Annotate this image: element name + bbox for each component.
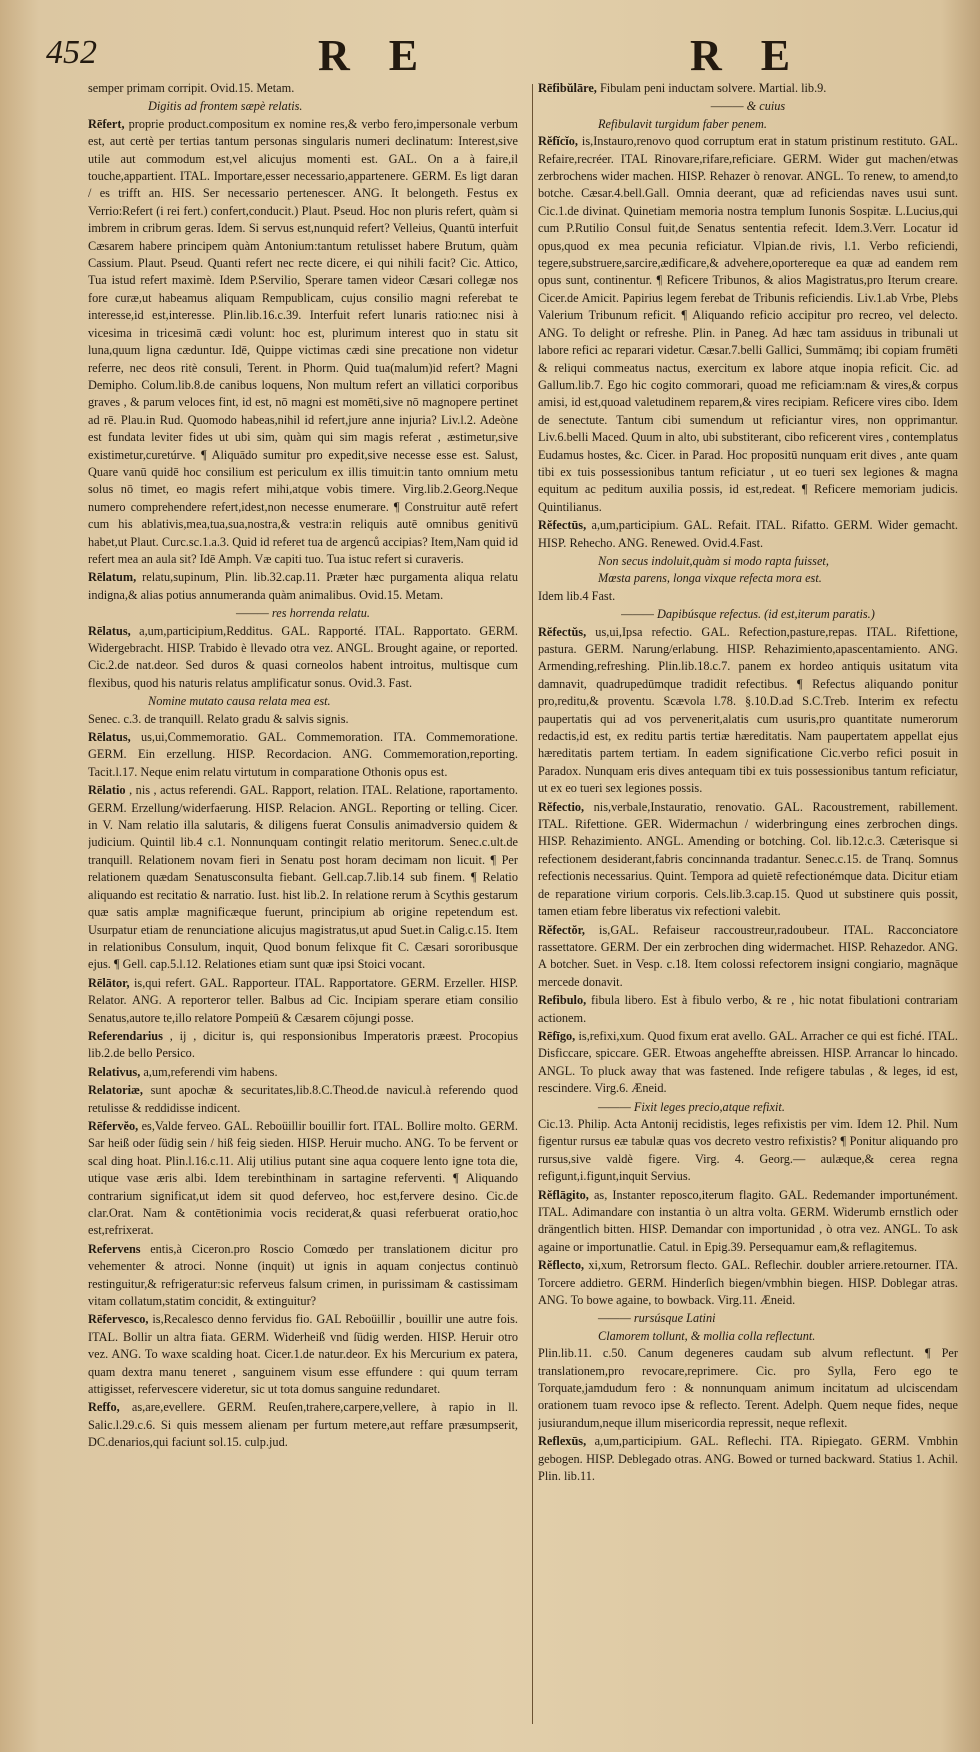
page-header: [0, 30, 980, 80]
verse-quotation: Mœsta parens, longa vixque refecta mora est.: [598, 571, 822, 586]
quotation-lead: ——— & cuius: [710, 99, 786, 114]
dictionary-entry: [88, 116, 518, 569]
quotation-lead: ——— res horrenda relatu.: [236, 606, 370, 621]
entry-definition: as,are,evellere. GERM. Reuſen,trahere,carpere,vellere, à rapio in ll. Salic.l.29.c.6. Si quis messem alienam per furtum metere,aut reffare præsumpserit, DC.denarios,qui faciunt sol.15. culp.jud.: [88, 1400, 518, 1450]
entry-headword: Rēfīgo,: [538, 1028, 576, 1043]
dictionary-entry: [88, 975, 518, 1027]
entry-definition: is,Recalesco denno fervidus fio. GAL Reboüillir , bouillir une autre fois. ITAL. Bollir un altra fiata. GERM. Widerheiß vnd ſüdig werden. HISP. Heruir otro vez. ANG. To waxe scalding hoat. Cicer.1.de natur.deor. Ex his Mercurium ex patera, quam dextra manu teneret , sanguinem visum esse effundere : qui quum terram attigisset, refervescere videretur, sic ut tota domus sanguine redundaret.: [88, 1312, 518, 1397]
dictionary-entry: [538, 799, 958, 921]
dictionary-entry: [88, 1082, 518, 1117]
entry-headword: Relativus,: [88, 1064, 141, 1079]
verse-quotation: Nomine mutato causa relata mea est.: [148, 694, 331, 709]
entry-definition: es,Valde ferveo. GAL. Reboüillir bouillir fort. ITAL. Bollire molto. GERM. Sar heiß oder ſüdig sein / hiß feig sieden. HISP. Heruir mucho. ANG. To be fervent or scal ding hoat. Plin.l.16.c.11. Alij utilius putant sine aqua coquere lento igne tota die, utique vase æris albi. Idem terebinthinam in sartagine referventi. ¶ Aliquando contrarium significat,ut idem sit quod deferveo, hoc est,fervere desino. Cic.de clar.Orat. Nam & contētionimia vocis reciderat,& quasi referbuerat oratio,hoc est,refrixerat.: [88, 1118, 518, 1238]
entry-headword: Rĕflecto,: [538, 1258, 585, 1273]
entry-definition: sunt apochæ & securitates,lib.8.C.Theod.de navicul.à referendo quod retulisse & reddidisse indicent.: [88, 1083, 518, 1115]
dictionary-entry: [538, 624, 958, 798]
dictionary-entry: [88, 569, 518, 604]
entry-headword: Rĕfectŏr,: [538, 922, 585, 937]
entry-headword: Rēlatum,: [88, 570, 137, 585]
entry-definition: a,um,participium. GAL. Refait. ITAL. Rifatto. GERM. Wider gemacht. HISP. Rehecho. ANG. Renewed. Ovid.4.Fast.: [538, 518, 958, 550]
entry-headword: Refervens: [88, 1241, 141, 1256]
dictionary-entry: [88, 1064, 518, 1081]
entry-definition: a,um,participium. GAL. Reflechi. ITA. Ripiegato. GERM. Vmbhin gebogen. HISP. Deblegado otras. ANG. Bowed or turned backward. Statius 1. Achil. Plin. lib.11.: [538, 1434, 958, 1484]
text-line: Senec. c.3. de tranquill. Relato gradu & salvis signis.: [88, 711, 349, 726]
entry-definition: Fibulam peni inductam solvere. Martial. lib.9.: [596, 81, 827, 95]
dictionary-entry: [88, 1118, 518, 1240]
entry-headword: Rĕfectŭs,: [538, 624, 587, 639]
entry-definition: relatu,supinum, Plin. lib.32.cap.11. Præter hæc purgamenta aliqua relatu indigna,& alias potius annumeranda quàm animalibus. Ovid.15. Metam.: [88, 570, 518, 602]
dictionary-entry: [538, 1433, 958, 1485]
entry-headword: Rēfervĕo,: [88, 1118, 139, 1133]
entry-headword: Rēlatus,: [88, 623, 131, 638]
entry-headword: Refibulo,: [538, 993, 587, 1008]
entry-definition: entis,à Ciceron.pro Roscio Comœdo per translationem dicitur pro vehementer & atroci. Nonne (inquit) ut ignis in aquam conjectus continuò restinguitur,& refrigeratur:sic referveus falsum crimen, in purissimam & castissimam vitam collatum,statim concidit, & extinguitur?: [88, 1241, 518, 1309]
entry-definition: us,ui,Ipsa refectio. GAL. Refection,pasture,repas. ITAL. Rifettione, pastura. GERM. Narung/erlabung. HISP. Rehazimiento,apascentamiento. ANG. Armending,refreshing. Plin.lib.18.c.7. panem ex hordeo antiquis usitatum vita damnavit, quadrupedūmque tradidit refectibus. ¶ Refectus aliquando ponitur pro,reditu,& proventu. Scævola l.78. §.10.D.ad S.C.Treb. Interim ex refectu paupertatis qui ad vos pervenerit,alatis cum usuris,pro quantitate numerorum redactis,id est, ex reditu partis tertiæ hæreditatis. Nam paupertatem appellat ejus hæreditatis partem tertiam. In eadem significatione Cic.verbo refici posuit in Paradox. Nunquam eris dives antequam tibi ex tuis possessionibus tantum reficiatur, ut ex eo tueri sex legiones possis.: [538, 624, 958, 796]
entry-definition: proprie product.compositum ex nomine res,& verbo fero,impersonale verbum est, aut certè per tertias tantum personas singularis numeri declinatum: Interest,sive utile aut commodum est,vel alicujus momenti est. GAL. On a à faire,il touche,appartient. ITAL. Importare,esser necessario,appartenere. GERM. Es ligt daran / es trifft an. HIS. Ser necessario pertenescer. ANG. It belongeth. Festus ex Verrio:Refert (i rei fert.) confert,conducit.) Plaut. Pseud. Hoc non pluris refert, quàm si imbrem in cribrum geras. Idem. Si servus est,nunquid refert? Velleius, Quantū interfuit Cæsarem habere principem quàm Antonium:tantum retulisset habere Brutum, quàm Cassium. Plaut. Pseud. Quanti refert nec recte dicere, ei qui nihili facit? Cic. Attico, Tua istud refert maximè. Idem P.Servilio, Sperare tamen videor Cæsari collegæ nos fore curæ,ut habeamus aliquam Rempublicam, cujus consilio magni referebat te interesse,id est,interesse. Plin.lib.16.c.39. Interfuit refert lunaris ratio:nec nisi à vicesima in tricesimā cædi volunt: hoc est, plurimum interest quo in statu sit luna,quum ligna cæduntur. Idē, Quippe victimas cædi sine precatione non videtur referre, nec deos ritè consuli, Terent. in Phorm. Quid tua(malum)id refert? Magni Demipho. Colum.lib.8.de canibus loquens, Non multum refert an villatici corporibus graves , & parum veloces fint, id est, nō magni est momēti,sive nō magnopere pertinet ad rē. Plau.in Rud. Quomodo habeas,nihil id refert,jure anne injuria? Liv.l.2. Adeòne est fundata leviter fides ut ubi sim, quàm qui sim magis referat , æstimetur,sive existimetur,curetúrve. ¶ Aliquādo sumitur pro expedit,sive necesse esse est. Salust, Quare vanū quidē hoc consilium est periculum ex illis timuit:in tanto omnium metu solus nō timet, eo magis refert mihi,atque vobis timere. Virg.lib.2.Georg.Neque numero comprehendere refert,idest,non necesse enumerare. ¶ Construitur autē refert cum his ablativis,mea,tua,sua,nostra,& vestra:in reliquis autē omnibus genitivū habet,ut Plaut. Curc.sc.1.a.3. Quid id referet tua de argenců accipias? Item,Nam quid id refert mea an aula sit? Idē Amph. Væ capiti tuo. Tua istuc refert si curaveris.: [88, 116, 518, 566]
entry-definition: is,Instauro,renovo quod corruptum erat in statum pristinum restituto. GAL. Refaire,recréer. ITAL Rinovare,rifare,reficiare. GERM. Wider gut machen/etwas zerbrochens wider machen. HISP. Rehazer ò renovar. ANGL. To renew, to amend,to botche. Cæsar.4.bell.Gall. Omnia deerant, quæ ad reficiendas naves usui sunt. Cic.1.de divinat. Quinetiam memoria nostra templum Iunonis Sospitæ. L.Lucius,qui cum P.Rutilio Consul fuit,de Senatus sententia refecit. Idem.3.Verr. Locatur id opus,quod ex mea pecunia reficiatur. Vlpian.de rivis, l.1. Verbo reficiendi, tegere,substruere,sarcire,ædificare,& advehere,oportereque ea quæ ad eandem rem opus sunt, continentur. ¶ Reficere Tribunos, & alios Magistratus,pro Iterum creare. Cicer.de Amicit. Papirius legem ferebat de Tribunis reficiendis. Liv.1.ab Vrbe, Plebs Valerium Tribunum reficit. ¶ Aliquando reficio accipitur pro recreo, vel delecto. ANG. To delight or refreshe. Plin. in Paneg. Ad hæc tam assiduus in tribunali ut labore refici ac reparari videtur. Cæsar.7.belli Gallici, Summāmq; ibi copiam frumēti & reliqui commeatus nactus, exercitum ex labore atque inopia reficit. Cic. ad Gallum.lib.7. Ego hic cogito commorari, quoad me reficiam:nam & vires,& corpus amisi, id est,quoad valetudinem reparem,& vires recipiam. Reficere vires cibo. Idem de senectute. Tantum cibi sumendum ut reficiantur vires, non opprimantur. Liv.6.belli Maced. Quum in alto, ubi substiterant, cibo reficerent vires , contemplatus Eudamus hostes, &c. Cicer. in Parad. Hoc propositū nunquam erit dives , ante quam tibi ex tuis possessionibus tantum reficiatur , ut eo tueri sex legiones & magna equitum ac peditum auxilia possis, id est,redeat. ¶ Reficere memoriam judicis. Quintilianus.: [538, 134, 958, 514]
dictionary-entry: [538, 133, 958, 516]
dictionary-entry: [88, 1241, 518, 1311]
dictionary-entry: [538, 1187, 958, 1257]
entry-definition: is,qui refert. GAL. Rapporteur. ITAL. Rapportatore. GERM. Erzeller. HISP. Relator. ANG. A reporteror teller. Balbus ad Cic. Incipiam sperare etiam consilio Senatus,autore te,illo relatore Pompeiū & Cæsarem cōjungi posse.: [88, 975, 518, 1025]
verse-quotation: Clamorem tollunt, & mollia colla reflectunt.: [598, 1328, 816, 1343]
entry-definition: a,um,participium,Redditus. GAL. Rapporté. ITAL. Rapportato. GERM. Widergebracht. HISP. Trabido è llevado otra vez. ANGL. Brought againe, or reported. Cic.2.de nat.deor. Sed duros & quasi corneolos habent introitus, multisque cum flexibus, quod his naturis relatus amplificatur sonus. Ovid.3. Fast.: [88, 623, 518, 690]
text-line: Idem lib.4 Fast.: [538, 588, 616, 603]
entry-definition: is,refixi,xum. Quod fixum erat avello. GAL. Arracher ce qui est fiché. ITAL. Disficcare, spiccare. GER. Etwoas angeheffte abreissen. HISP. Arrancar lo hincado. ANGL. To pluck away that was fastened. Inde refigere tabulas , & leges, id est, rescindere. Virg.6. Æneid.: [538, 1028, 958, 1096]
entry-headword: Relatoriæ,: [88, 1083, 143, 1098]
entry-definition: fibula libero. Est à fibulo verbo, & re , hic notat fibulationi contrariam actionem.: [538, 993, 958, 1025]
dictionary-entry: [88, 1028, 518, 1063]
entry-headword: Rēlatio: [88, 783, 126, 798]
right-column: [538, 80, 958, 1730]
dictionary-entry: [538, 1257, 958, 1309]
dictionary-entry: [88, 729, 518, 781]
running-head-right: R E: [690, 31, 805, 80]
left-column: [88, 80, 518, 1730]
entry-headword: Rēlātor,: [88, 975, 130, 990]
verse-quotation: ——— rursúsque Latini: [598, 1311, 716, 1326]
verse-quotation: Non secus indoluit,quàm si modo rapta fuisset,: [598, 553, 829, 568]
column-divider: [532, 84, 533, 1724]
entry-definition: as, Instanter reposco,iterum flagito. GAL. Redemander importunément. ITAL. Adimandare con instantia ò un altra volta. GERM. Widerumb ernstlich oder drängentlich bitten. HISP. Demandar con importunidad , ò otra vez. ANGL. To ask againe or importunatlie. Catul. in Epig.39. Persequamur eam,& reflagitemus.: [538, 1187, 958, 1254]
entry-definition: , nis , actus referendi. GAL. Rapport, relation. ITAL. Relatione, raportamento. GERM. Erzellung/widerfaerung. HISP. Relacion. ANGL. Reporting or telling. Cicer. in V. Nam relatio illa salutaris, & diligens fuerat Consulis animadversio quidem & judicium. Quintil lib.4 c.1. Nonnunquam contingit relatio meritorum. Senec.c.ult.de tranquill. Relationem novam fieri in Senatu post horam decimam non licuit. ¶ Per relationem quædam Senatusconsulta fiebant. Gell.cap.7.lib.14 sub finem. ¶ Relatio aliquando est recitatio & narratio. Iust. hist lib.2. In relatione rerum à Scythis gestarum quæ satis amplæ magnificæque fuerunt, principium ab origine repetendum est. Usurpatur etiam de renunciatione alicujus magistratus,ut apud Suet.in Calig.c.15. Item in relationibus Consulum, inquit, Quod bonum felixque fit C. Cæsari sororibusque ejus. ¶ Gell. cap.5.l.12. Relationes etiam sunt quæ ipsi Stoici vocant.: [88, 783, 518, 972]
text-line: Cic.13. Philip. Acta Antonij recidistis, leges refixistis per vim. Idem 12. Phil. Num figentur rursus eæ tabulæ quas vos decreto vestro refixistis? ¶ Ponitur aliquando pro rursus,sive valdè figere. Virg. 4. Georg.— aulæque,& cerea regna refigunt,i.figunt,inquit Servius.: [538, 1116, 958, 1184]
entry-definition: xi,xum, Retrorsum flecto. GAL. Reflechir. doubler arriere.retourner. ITA. Torcere addietro. GERM. Hinderſich biegen/vmbhin biegen. HISP. Doblegar atras. ANG. To bowe againe, to bowback. Virg.11. Æneid.: [538, 1258, 958, 1308]
dictionary-entry: [88, 1399, 518, 1451]
entry-headword: Rĕfectūs,: [538, 518, 587, 533]
entry-definition: nis,verbale,Instauratio, renovatio. GAL. Racoustrement, rabillement. ITAL. Rifettione. GER. Widermachun / widerbringung eines zerbrochen dings. HISP. Rehazimiento. ANGL. Amending or botching. Col. lib.12.c.3. Cæterisque si refectionem desiderant,fabris concinnanda tradantur. Senec.c.15. de Tranq. Somnus refectionis necessarius. Quint. Tempora ad quietē refectionémque data. Dicitur etiam de reparatione virium corporis. Cels.lib.3.cap.15. Quod ut substinere quis possit, tamen etiam febre liberatus vix refectioni valebit.: [538, 799, 958, 919]
dictionary-entry: [538, 1028, 958, 1098]
entry-headword: Rĕfĭcĭo,: [538, 134, 578, 149]
entry-definition: , ij , dicitur is, qui responsionibus Imperatoris præest. Procopius lib.2.de bello Persico.: [88, 1028, 518, 1061]
entry-headword: Rēfibŭlāre,: [538, 81, 597, 95]
entry-headword: Rĕflāgito,: [538, 1187, 589, 1202]
entry-headword: Reffo,: [88, 1400, 120, 1415]
verse-quotation: ——— Fixit leges precio,atque refixit.: [598, 1099, 785, 1114]
dictionary-entry: [538, 922, 958, 992]
folio-number: 452: [46, 34, 97, 71]
dictionary-entry: [88, 1311, 518, 1398]
verse-quotation: Refibulavit turgidum faber penem.: [598, 116, 767, 131]
dictionary-entry: [538, 80, 958, 97]
entry-definition: a,um,referendi vim habens.: [140, 1064, 278, 1079]
entry-headword: Rēfert,: [88, 116, 125, 131]
dictionary-entry: [88, 782, 518, 973]
entry-headword: Rĕfectio,: [538, 799, 585, 814]
quotation-lead: ——— Dapibúsque refectus. (id est,iterum paratis.): [621, 607, 875, 622]
text-line: Plin.lib.11. c.50. Canum degeneres caudam sub alvum reflectunt. ¶ Per translationem,pro revocare,reprimere. Cic. pro Sylla, Fero ego te Torquate,jamdudum fero : & nonnunquam animum incitatum ad ulciscendam orationem tuam revoco ipse & reflecto. Terent. Adelph. Quem neque fides, neque jusiurandum,neque illum misericordia repressit, neque reflexit.: [538, 1346, 958, 1430]
entry-definition: is,GAL. Refaiseur raccoustreur,radoubeur. ITAL. Racconciatore rassettatore. GERM. Der ein zerbrochen ding widermachet. HISP. Rehazedor. ANG. A botcher. Suet. in Vesp. c.18. Item colossi refectorem insigni congiario, magnāque mercede donavit.: [538, 922, 958, 989]
text-line: semper primam corripit. Ovid.15. Metam.: [88, 81, 295, 95]
entry-headword: Rēlatus,: [88, 730, 131, 745]
entry-headword: Referendarius: [88, 1028, 163, 1043]
dictionary-entry: [538, 992, 958, 1027]
dictionary-entry: [88, 623, 518, 693]
entry-headword: Rēfervesco,: [88, 1312, 149, 1327]
entry-definition: us,ui,Commemoratio. GAL. Commemoration. ITA. Commemoratione. GERM. Ein erzellung. HISP. Recordacion. ANG. Commemoration,reporting. Tacit.l.17. Neque enim relatu virtutum in comparatione Othonis opus est.: [88, 730, 518, 779]
running-head-left: R E: [318, 31, 433, 80]
entry-headword: Reflexūs,: [538, 1434, 587, 1449]
verse-quotation: Digitis ad frontem sæpè relatis.: [148, 99, 303, 114]
dictionary-entry: [538, 517, 958, 552]
